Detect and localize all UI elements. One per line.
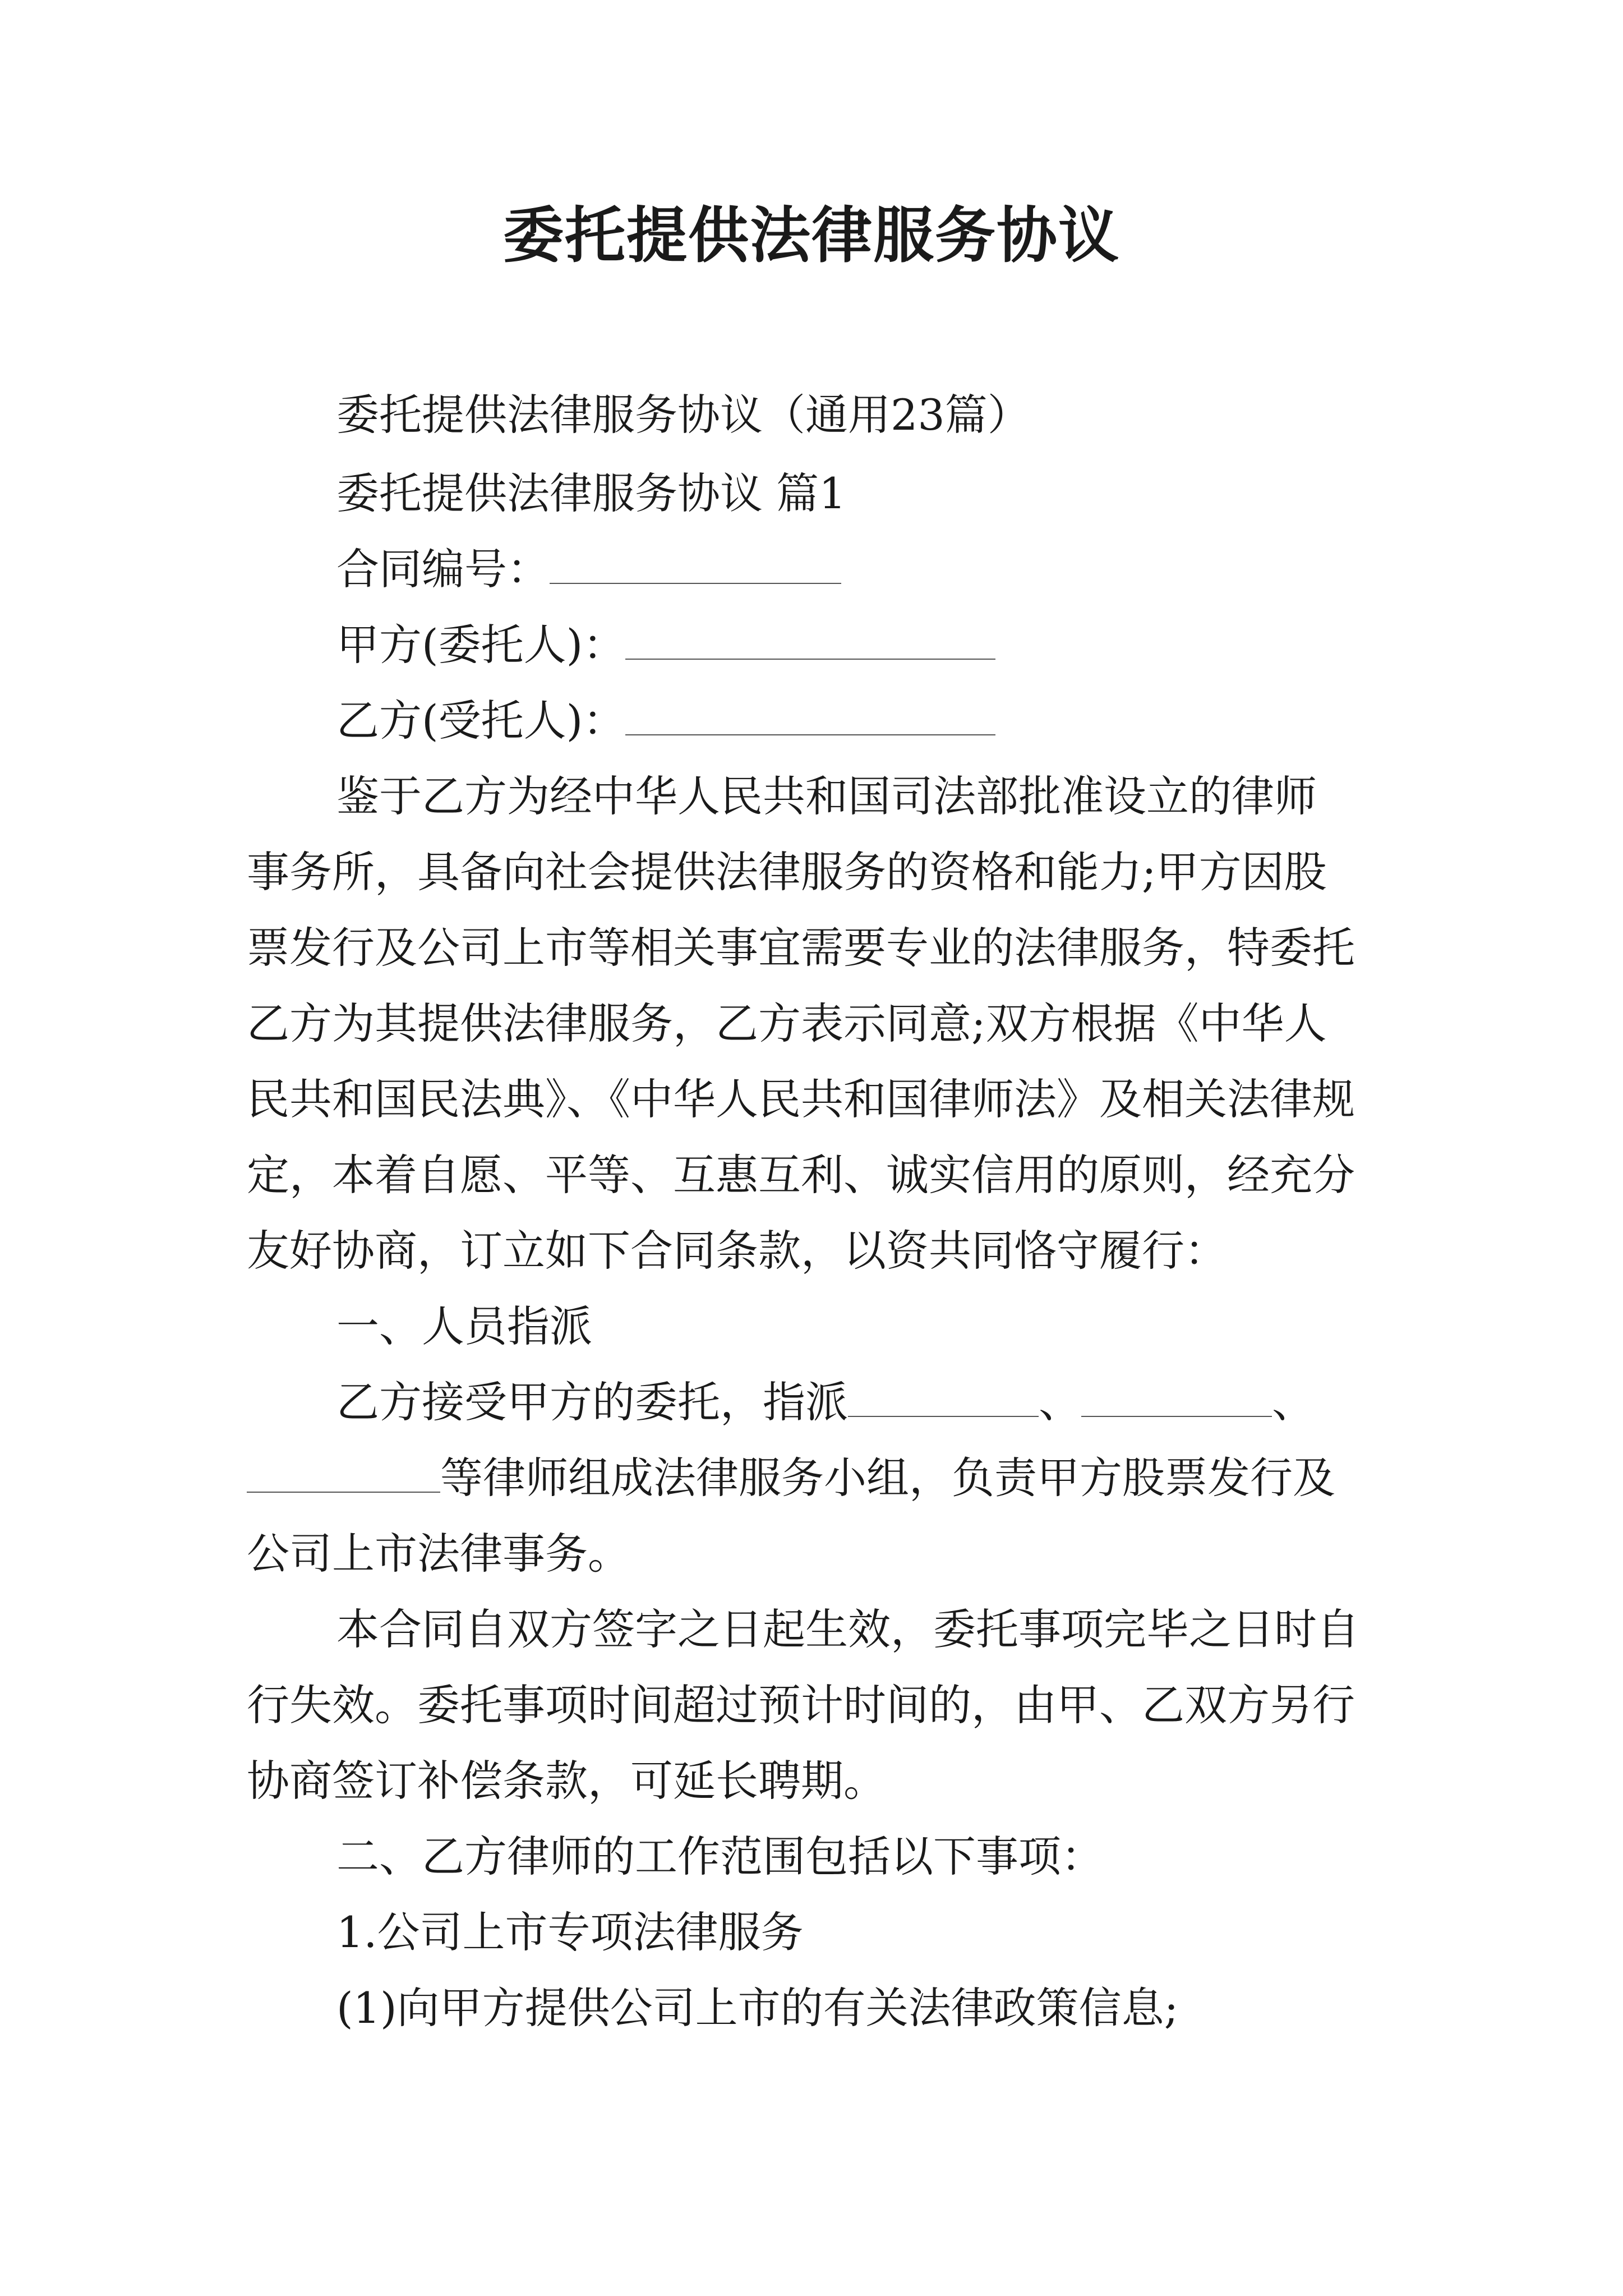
party-b-row [336, 693, 995, 749]
lawyer-blank-1 [848, 1379, 1039, 1417]
clause-1-line-1 [336, 1374, 1315, 1430]
effect-line-3: 协商签订补偿条款，可延长聘期。 [247, 1756, 886, 1806]
party-b-blank [625, 697, 995, 735]
party-a-blank [625, 622, 995, 660]
section-heading: 委托提供法律服务协议 篇1 [336, 468, 846, 518]
clause-1-line-3: 公司上市法律事务。 [247, 1529, 630, 1579]
clause-1-line-2 [247, 1450, 1335, 1506]
clause-2-heading: 二、乙方律师的工作范围包括以下事项： [336, 1832, 1104, 1881]
document-title: 委托提供法律服务协议 [502, 200, 1120, 271]
clause-1-heading: 一、人员指派 [336, 1301, 592, 1351]
preamble-line-5: 民共和国民法典》、《中华人民共和国律师法》及相关法律规 [247, 1074, 1355, 1124]
preamble-line-6: 定，本着自愿、平等、互惠互利、诚实信用的原则，经充分 [247, 1150, 1355, 1200]
effect-line-2: 行失效。委托事项时间超过预计时间的，由甲、乙双方另行 [247, 1680, 1355, 1730]
party-b-label: 乙方(受托人)： [336, 696, 626, 746]
preamble-line-1: 鉴于乙方为经中华人民共和国司法部批准设立的律师 [336, 771, 1317, 821]
clause-1-text-rest: 等律师组成法律服务小组，负责甲方股票发行及 [440, 1453, 1335, 1503]
document-subtitle: 委托提供法律服务协议（通用23篇） [336, 390, 1030, 440]
preamble-line-7: 友好协商，订立如下合同条款，以资共同恪守履行： [247, 1226, 1227, 1276]
lawyer-blank-2 [1081, 1379, 1272, 1417]
contract-number-label: 合同编号： [336, 544, 550, 594]
party-a-label: 甲方(委托人)： [336, 620, 626, 670]
clause-2-item-1: 1.公司上市专项法律服务 [336, 1907, 804, 1957]
preamble-line-2: 事务所，具备向社会提供法律服务的资格和能力;甲方因股 [247, 847, 1327, 897]
preamble-line-3: 票发行及公司上市等相关事宜需要专业的法律服务，特委托 [247, 923, 1355, 973]
effect-line-1: 本合同自双方签字之日起生效，委托事项完毕之日时自 [336, 1604, 1359, 1654]
contract-number-row [336, 541, 841, 597]
clause-1-text-start: 乙方接受甲方的委托，指派 [336, 1377, 848, 1427]
party-a-row [336, 617, 995, 673]
lawyer-blank-3 [247, 1455, 440, 1493]
contract-number-blank [550, 546, 841, 584]
clause-1-separator-1: 、 [1039, 1377, 1081, 1427]
clause-2-item-1-1: (1)向甲方提供公司上市的有关法律政策信息; [336, 1983, 1179, 2033]
preamble-line-4: 乙方为其提供法律服务，乙方表示同意;双方根据《中华人 [247, 999, 1327, 1048]
clause-1-separator-2: 、 [1272, 1377, 1315, 1427]
